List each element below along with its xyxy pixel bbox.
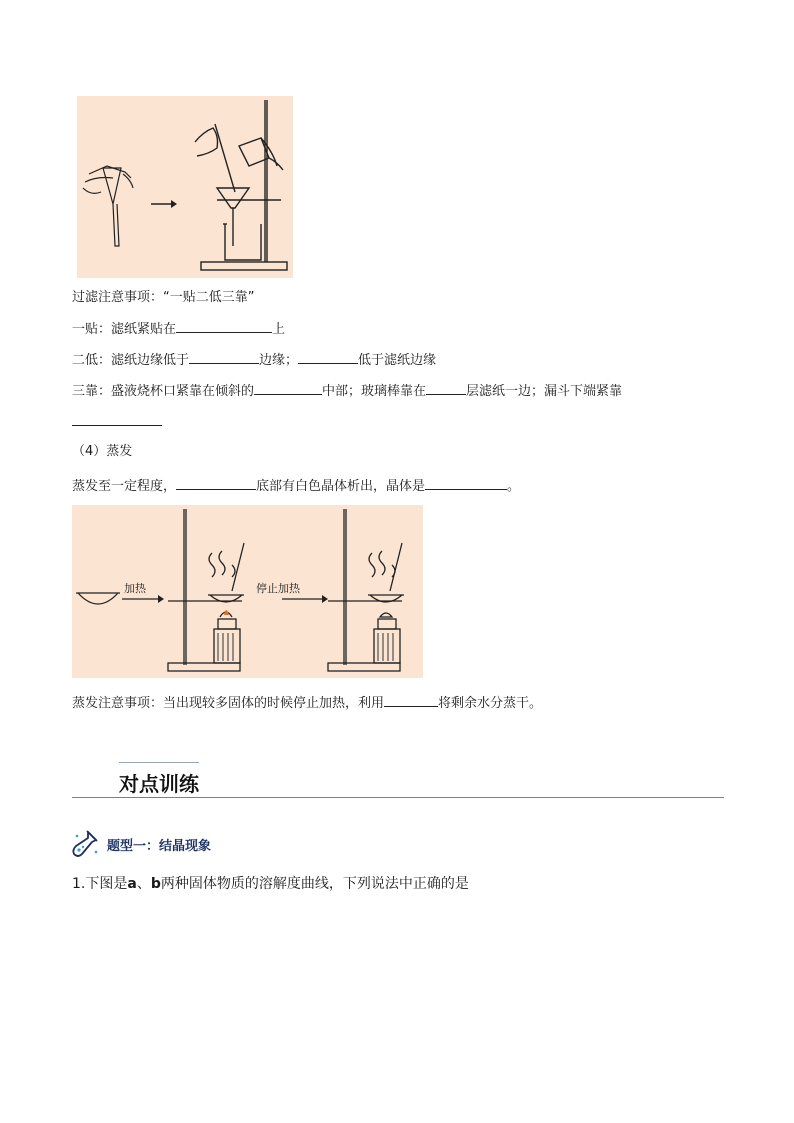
- section-title-overline: [119, 762, 199, 763]
- evaporation-figure: [72, 505, 423, 678]
- evaporation-blank-2[interactable]: [425, 475, 507, 490]
- er-di-middle: 边缘；: [259, 353, 299, 368]
- question-1-text-before: 下图是: [85, 876, 128, 892]
- filtration-figure: [77, 96, 293, 278]
- flask-icon: [70, 828, 102, 860]
- question-1: [72, 873, 469, 893]
- yi-tie-suffix: 上: [272, 322, 286, 337]
- evaporation-sentence-suffix: 。: [507, 479, 521, 494]
- san-kao-line: [72, 380, 622, 401]
- question-1-a: a: [127, 876, 137, 892]
- san-kao-middle-2: 层滤纸一边；漏斗下端紧靠: [466, 384, 623, 399]
- yi-tie-line: [72, 318, 285, 339]
- evaporation-blank-1[interactable]: [176, 475, 256, 490]
- yi-tie-blank[interactable]: [176, 318, 272, 333]
- section-divider: [72, 797, 724, 798]
- section-title: 对点训练: [119, 772, 199, 796]
- san-kao-blank-2[interactable]: [426, 380, 466, 395]
- evaporation-notes-blank[interactable]: [384, 692, 438, 707]
- san-kao-prefix: 三靠：盛液烧杯口紧靠在倾斜的: [72, 384, 255, 399]
- er-di-suffix: 低于滤纸边缘: [358, 353, 437, 368]
- evaporation-sentence-middle: 底部有白色晶体析出，晶体是: [256, 479, 426, 494]
- evaporation-sentence: [72, 475, 520, 496]
- question-1-text-after: 两种固体物质的溶解度曲线，下列说法中正确的是: [160, 876, 469, 892]
- yi-tie-prefix: 一贴：滤纸紧贴在: [72, 322, 177, 337]
- evaporation-heading: （4）蒸发: [72, 444, 133, 459]
- stop-heat-label: 停止加热: [256, 582, 300, 595]
- heat-label: 加热: [124, 582, 146, 595]
- er-di-line: [72, 349, 436, 370]
- evaporation-notes-suffix: 将剩余水分蒸干。: [438, 696, 543, 711]
- san-kao-blank-3[interactable]: [72, 411, 162, 426]
- evaporation-notes: [72, 692, 542, 713]
- question-type-label: 题型一：结晶现象: [107, 839, 212, 854]
- san-kao-middle-1: 中部；玻璃棒靠在: [322, 384, 427, 399]
- question-1-sep: 、: [136, 876, 151, 892]
- question-1-b: b: [150, 876, 161, 892]
- er-di-blank-2[interactable]: [298, 349, 358, 364]
- filtration-notes-title: 过滤注意事项：“一贴二低三靠”: [72, 290, 255, 305]
- san-kao-blank-1[interactable]: [254, 380, 322, 395]
- evaporation-sentence-prefix: 蒸发至一定程度，: [72, 479, 177, 494]
- er-di-prefix: 二低：滤纸边缘低于: [72, 353, 190, 368]
- er-di-blank-1[interactable]: [189, 349, 259, 364]
- question-1-number: 1.: [72, 876, 86, 892]
- evaporation-notes-prefix: 蒸发注意事项：当出现较多固体的时候停止加热，利用: [72, 696, 385, 711]
